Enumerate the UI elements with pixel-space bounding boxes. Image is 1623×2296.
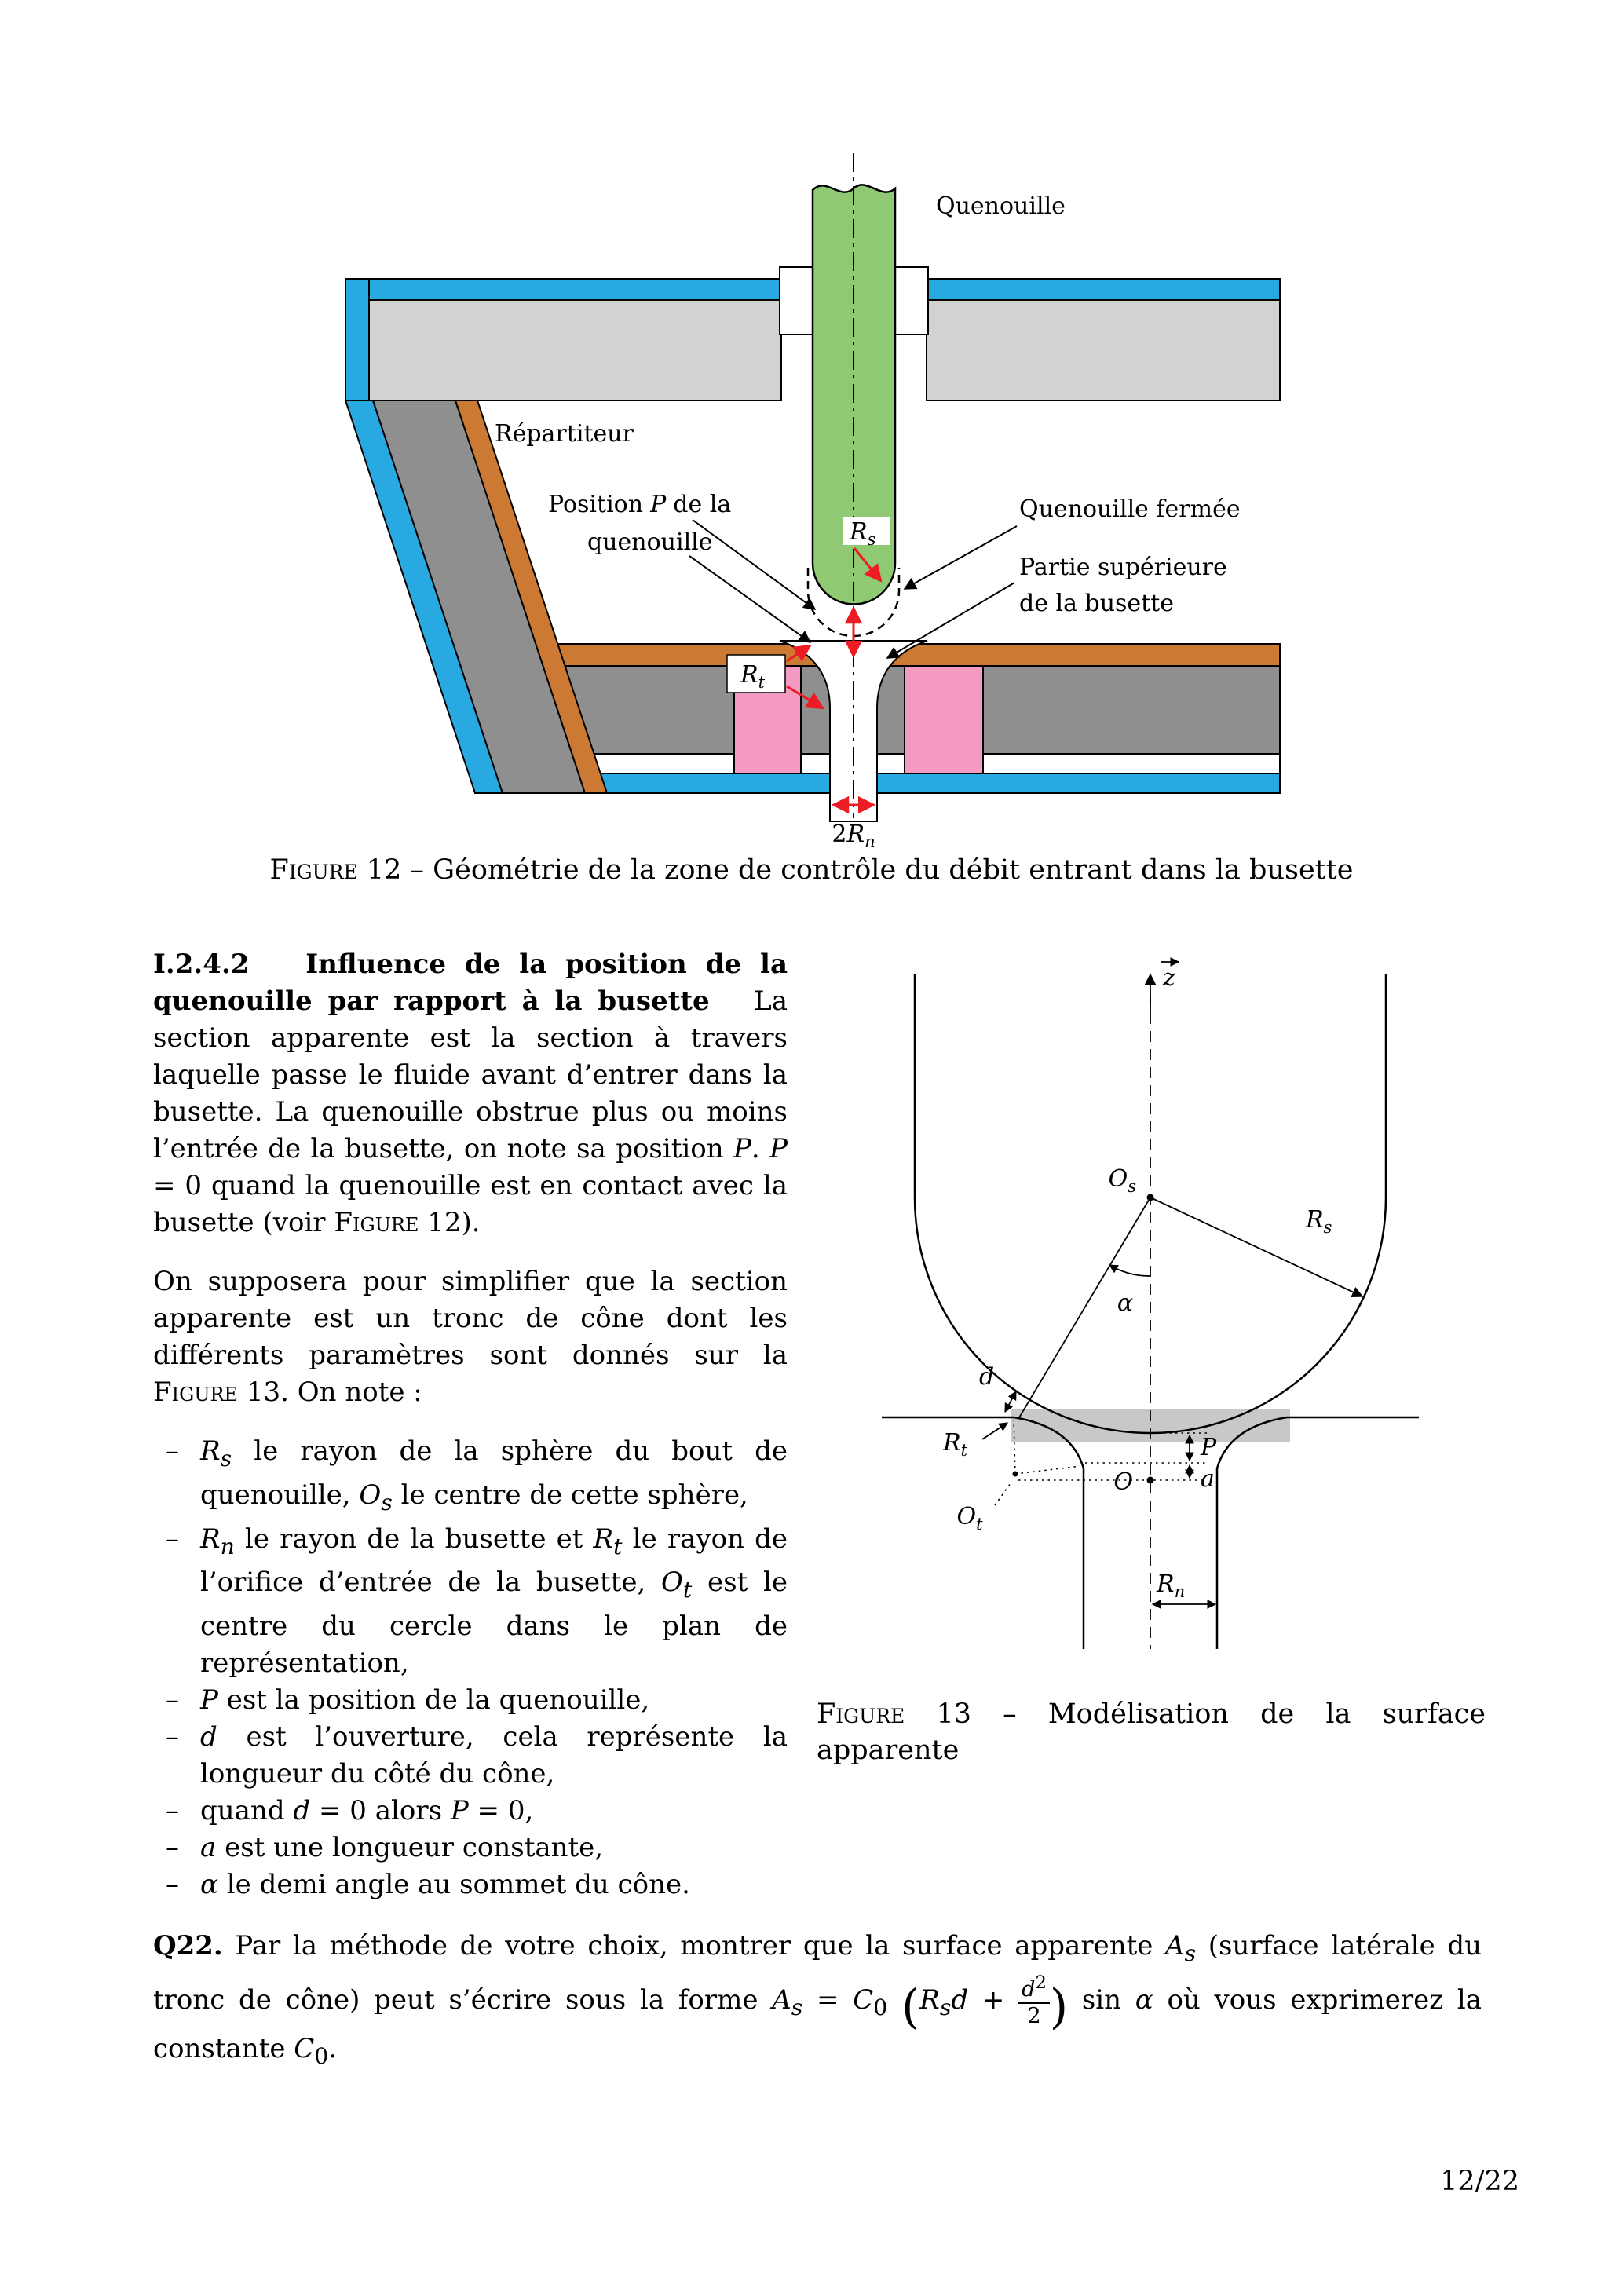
list-dash: – (166, 1795, 179, 1827)
list-dash: – (166, 1869, 179, 1901)
list-item-text: quand d = 0 alors P = 0, (200, 1795, 534, 1827)
alpha-label: α (1117, 1289, 1134, 1317)
rs-label: $R_s$ (850, 518, 876, 549)
quenouille-fermee-label: Quenouille fermée (1019, 495, 1241, 523)
lid-steel-cap-left (345, 279, 369, 400)
rt-arrow (982, 1423, 1007, 1439)
partie-superieure-label-line2: de la busette (1019, 590, 1175, 617)
lid-steel-top-right (927, 279, 1280, 300)
parameter-list (153, 1433, 788, 1903)
z-axis (1150, 962, 1179, 1649)
position-p-label-line1: Position P de la (548, 491, 732, 518)
a-label: a (1201, 1465, 1215, 1493)
body-left-column (153, 946, 788, 1903)
list-dash: – (166, 1721, 179, 1753)
figure-12-caption: Figure 12 – Géométrie de la zone de contrôle du débit entrant dans la busette (269, 854, 1354, 886)
position-p-label-line2: quenouille (587, 528, 713, 556)
floor-refractory-gray (506, 666, 1280, 754)
collar-left (780, 267, 813, 335)
partie-superieure-label-line1: Partie supérieure (1019, 554, 1227, 581)
rs-radius-line (1150, 1197, 1362, 1296)
rt-label: $R_t$ (740, 661, 766, 692)
list-item (153, 1793, 788, 1830)
page-number: 12/22 (1440, 2166, 1519, 2197)
ot-pointer-dotted (995, 1483, 1011, 1505)
nozzle-brick-right (905, 666, 983, 773)
os-label: $O_s$ (1108, 1165, 1136, 1196)
rt-label: $R_t$ (943, 1429, 968, 1460)
fermee-arrow (905, 526, 1017, 589)
floor-insulation-white (506, 754, 1280, 773)
repartiteur-label: Répartiteur (495, 420, 634, 448)
section-paragraph-2: On supposera pour simplifier que la section apparente est un tronc de cône dont les différents paramètres sont donnés sur la Figure 13. On note : (153, 1266, 788, 1408)
rn-label: $R_n$ (1157, 1570, 1186, 1601)
question-q22: Q22. Par la méthode de votre choix, montrer que la surface apparente $A_s$ (surface latérale du tronc de cône) peut s’écrire sous la forme $A_s = C_0$ ($R_sd$ + $\frac{d^2}{2}$ ) sin α où vous exprimerez la constante $C_0$. (153, 1930, 1482, 2069)
list-item-text: a est une longueur constante, (200, 1832, 604, 1864)
list-item-text: P est la position de la quenouille, (200, 1684, 650, 1717)
list-dash: – (166, 1523, 179, 1555)
d-arrow (1005, 1391, 1016, 1412)
d-label: d (979, 1363, 995, 1391)
list-item (153, 1830, 788, 1866)
lid-slab-left (345, 300, 781, 400)
ot-label: $O_t$ (956, 1503, 983, 1534)
list-item-text: α le demi angle au sommet du cône. (200, 1869, 690, 1901)
lid-slab-right (927, 300, 1280, 400)
nozzle-profile-right (1217, 1417, 1419, 1649)
list-item-text: $R_s$ le rayon de la sphère du bout de quenouille, $O_s$ le centre de cette sphère, (200, 1435, 788, 1515)
list-dash: – (166, 1435, 179, 1467)
list-item (153, 1682, 788, 1719)
alpha-angle-arc (1109, 1265, 1150, 1276)
figure-12-diagram (338, 141, 1311, 848)
sphere-construction (1018, 1165, 1362, 1419)
figure-13-caption: Figure 13 – Modélisation de la surface apparente (817, 1698, 1486, 1766)
list-item-text: $R_n$ le rayon de la busette et $R_t$ le rayon de l’orifice d’entrée de la busette, $O_t$ est le centre du cercle dans le plan de représentation, (200, 1523, 788, 1680)
list-item-text: d est l’ouverture, cela représente la longueur du côté du cône, (200, 1721, 788, 1790)
ot-radius-dotted-2 (1015, 1466, 1080, 1474)
collar-right (895, 267, 928, 335)
two-rn-label: $2R_n$ (832, 821, 875, 848)
z-label: z (1163, 964, 1175, 992)
rs-label: $R_s$ (1306, 1206, 1332, 1237)
list-item (153, 1866, 788, 1903)
ot-point (1013, 1472, 1018, 1477)
list-item (153, 1433, 788, 1521)
list-item (153, 1719, 788, 1793)
quenouille-label: Quenouille (936, 192, 1066, 220)
position-arrow-upper (693, 520, 815, 609)
position-arrow-lower (689, 556, 810, 642)
figure-13-diagram (813, 938, 1488, 1692)
p-label: P (1201, 1434, 1217, 1461)
section-heading-paragraph: I.2.4.2 Influence de la position de la quenouille par rapport à la busette La section apparente est la section à travers laquelle passe le fluide avant d’entrer dans la busette. La quenouille obstrue plus ou moins l’entrée de la busette, on note sa position P. P = 0 quand la quenouille est en contact avec la busette (voir Figure 12). (153, 949, 788, 1238)
o-label: O (1113, 1468, 1133, 1496)
lid-steel-top-left (345, 279, 781, 300)
list-dash: – (166, 1684, 179, 1717)
list-item (153, 1521, 788, 1683)
o-point (1147, 1477, 1154, 1484)
measure-arrows (942, 1363, 1217, 1604)
list-dash: – (166, 1832, 179, 1864)
